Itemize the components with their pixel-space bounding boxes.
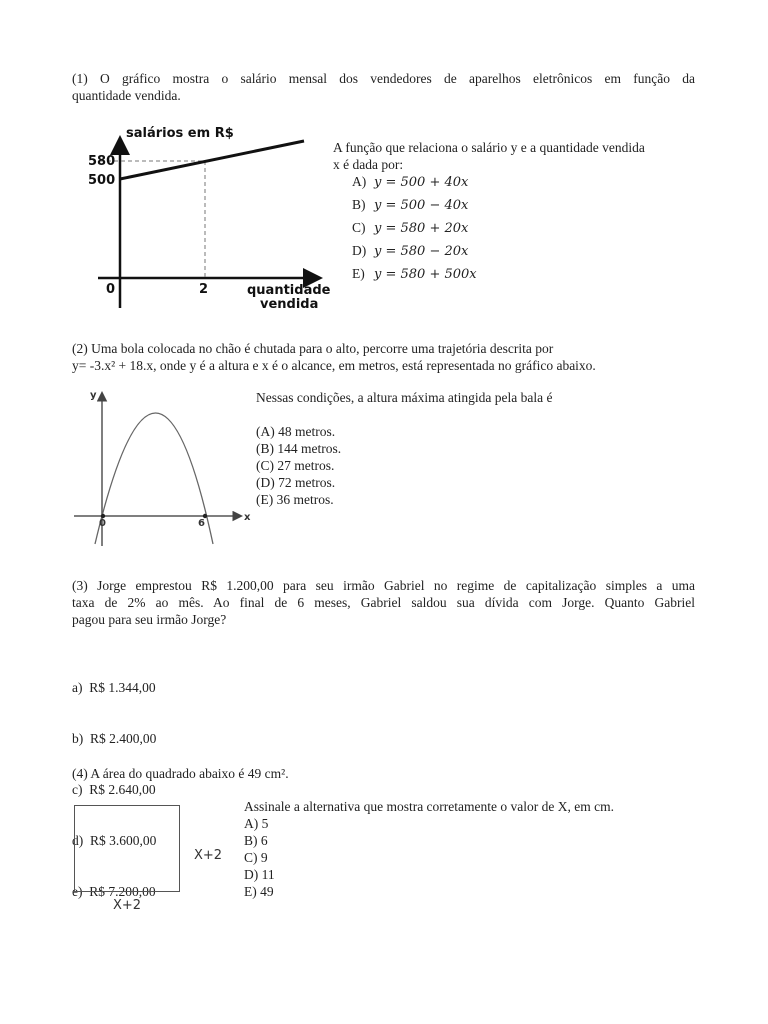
- q3-line3: pagou para seu irmão Jorge?: [72, 612, 227, 627]
- q4-side-right-label: X+2: [194, 848, 223, 863]
- q3-option-e[interactable]: e) R$ 7.200,00: [72, 884, 156, 899]
- q1-salary-graph: [80, 118, 330, 318]
- q2-parabola-curve: [95, 413, 213, 544]
- q1-option-a[interactable]: A) y = 500 + 40x: [352, 174, 469, 190]
- q3-option-c[interactable]: c) R$ 2.640,00: [72, 782, 156, 797]
- q4-option-a[interactable]: A) 5: [244, 816, 269, 831]
- q4-options: [244, 815, 275, 900]
- q1-y-title: salários em R$: [126, 126, 234, 141]
- q1-salary-line: [120, 141, 304, 179]
- q1-prompt-line1: A função que relaciona o salário y e a quantidade vendida: [333, 140, 645, 155]
- q2-y-label: y: [90, 390, 97, 401]
- q1-intro-line1: (1) O gráfico mostra o salário mensal dos vendedores de aparelhos eletrônicos em função da: [72, 71, 695, 86]
- q1-x-title-line2: vendida: [260, 297, 319, 312]
- q1-option-d[interactable]: D) y = 580 − 20x: [352, 243, 469, 259]
- q1-y-tick-500: 500: [88, 173, 116, 188]
- q2-options: [256, 423, 341, 508]
- q1-options: [352, 173, 477, 288]
- q4-option-c[interactable]: C) 9: [244, 850, 268, 865]
- q3-line1: (3) Jorge emprestou R$ 1.200,00 para seu irmão Gabriel no regime de capitalização simples a uma: [72, 578, 695, 593]
- q2-option-d[interactable]: (D) 72 metros.: [256, 475, 336, 490]
- q2-intro-line1: (2) Uma bola colocada no chão é chutada para o alto, percorre uma trajetória descrita por: [72, 341, 554, 356]
- q2-option-c[interactable]: (C) 27 metros.: [256, 458, 335, 473]
- q2-prompt: Nessas condições, a altura máxima atingida pela bala é: [256, 390, 553, 405]
- q3-line2: taxa de 2% ao mês. Ao final de 6 meses, Gabriel saldou sua dívida com Jorge. Quanto Gabriel: [72, 595, 695, 610]
- q1-y-tick-580: 580: [88, 154, 116, 169]
- q2-intro-line2: y= -3.x² + 18.x, onde y é a altura e x é o alcance, em metros, está representada no gráfico abaixo.: [72, 358, 596, 373]
- q4-square: [74, 805, 180, 892]
- q2-option-a[interactable]: (A) 48 metros.: [256, 424, 336, 439]
- q4-side-bottom-label: X+2: [113, 898, 142, 913]
- q4-option-b[interactable]: B) 6: [244, 833, 268, 848]
- q4-prompt: Assinale a alternativa que mostra corretamente o valor de X, em cm.: [244, 799, 614, 814]
- q3-option-b[interactable]: b) R$ 2.400,00: [72, 731, 157, 746]
- q1-intro-line2: quantidade vendida.: [72, 88, 181, 103]
- q2-option-b[interactable]: (B) 144 metros.: [256, 441, 342, 456]
- q1-option-b[interactable]: B) y = 500 − 40x: [352, 197, 469, 213]
- q2-option-e[interactable]: (E) 36 metros.: [256, 492, 334, 507]
- q1-option-c[interactable]: C) y = 580 + 20x: [352, 220, 469, 236]
- q2-origin-label: 0: [99, 518, 106, 529]
- q2-parabola-graph: [70, 384, 255, 550]
- q1-option-e[interactable]: E) y = 580 + 500x: [352, 266, 477, 282]
- q2-root-label: 6: [198, 518, 205, 529]
- q1-prompt-line2: x é dada por:: [333, 157, 404, 172]
- q1-x-tick-2: 2: [199, 282, 209, 297]
- q1-x-title-line1: quantidade: [247, 283, 330, 298]
- q2-x-label: x: [244, 512, 251, 523]
- q3-option-d[interactable]: d) R$ 3.600,00: [72, 833, 157, 848]
- q3-option-a[interactable]: a) R$ 1.344,00: [72, 680, 156, 695]
- q4-intro: (4) A área do quadrado abaixo é 49 cm².: [72, 766, 289, 781]
- q1-x-tick-0: 0: [106, 282, 116, 297]
- q4-option-e[interactable]: E) 49: [244, 884, 274, 899]
- q4-option-d[interactable]: D) 11: [244, 867, 275, 882]
